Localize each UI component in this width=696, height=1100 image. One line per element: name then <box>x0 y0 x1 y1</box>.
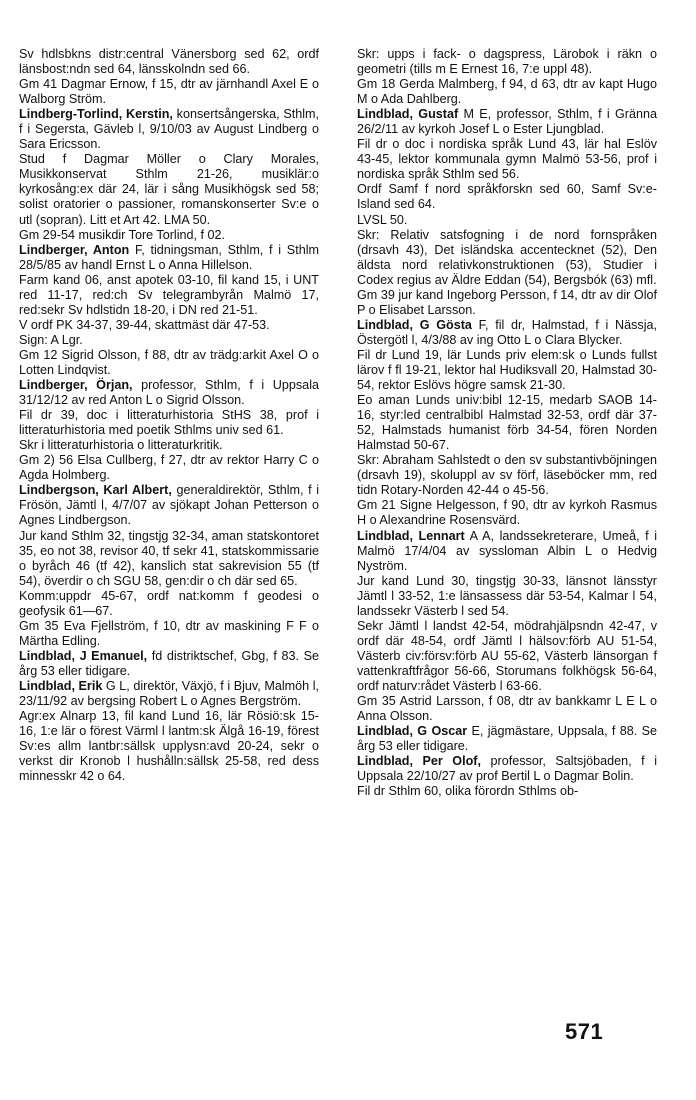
entry-gm21 <box>357 498 657 528</box>
entry-text: Sv hdlsbkns distr:central Vänersborg sed 62, ordf länsbost:ndn sed 64, länsskolndn sed 66. <box>19 47 319 77</box>
entry-heading: Lindblad, G Gösta <box>357 317 472 332</box>
entry-heading: Lindberg-Torlind, Kerstin, <box>19 107 173 122</box>
entry-gm41 <box>19 77 319 107</box>
entry-text: M E, professor, Sthlm, f i Gränna 26/2/11 av kyrkoh Josef L o Ester Ljungblad. <box>357 107 657 137</box>
entry-text: konsertsångerska, Sthlm, f i Segersta, Gävleb l, 9/10/03 av August Lindberg o Sara Ericsson. <box>19 107 320 152</box>
entry-text: Gm 2) 56 Elsa Cullberg, f 27, dtr av rektor Harry C o Agda Holmberg. <box>19 453 319 483</box>
entry-text: Komm:uppdr 45-67, ordf nat:komm f geodesi o geofysik 61—67. <box>19 588 319 618</box>
entry-farm-kand <box>19 273 319 318</box>
entry-lindberg-torlind <box>19 107 319 152</box>
entry-sign <box>19 333 319 348</box>
entry-text: Sekr Jämtl l landst 42-54, mödrahjälpsndn 42-47, v ordf där 48-54, ordf Jämtl l hälsov:förb AU 51-54, Västerb civ:försv:förb AU 55-62, Västerb länsorgan f vattenkraftfrågor 56-66, Storumans folkhögsk 56-64, ordf naturv:rådet Västerb l 63-66. <box>357 618 657 693</box>
entry-text: generaldirektör, Sthlm, f i Frösön, Jämtl l, 4/7/07 av sjökapt Johan Petterson o Agnes Lindbergson. <box>19 483 320 528</box>
entry-text: A A, landssekreterare, Umeå, f i Malmö 17/4/04 av syssloman Albin L o Hedvig Nyström. <box>357 528 657 573</box>
entry-text: Gm 12 Sigrid Olsson, f 88, dtr av trädg:arkit Axel O o Lotten Lindqvist. <box>19 347 319 377</box>
entry-jur-kand-32 <box>19 529 319 589</box>
entry-text: Sign: A Lgr. <box>19 332 83 347</box>
entry-lindberger-orjan <box>19 378 319 408</box>
entry-text: F, fil dr, Halmstad, f i Nässja, Östergötl l, 4/3/88 av ing Otto L o Clara Blycker. <box>357 317 657 347</box>
entry-gm39 <box>357 288 657 318</box>
entry-sv-hdlsbkns <box>19 47 319 77</box>
entry-lindblad-erik <box>19 679 319 709</box>
entry-text: Agr:ex Alnarp 13, fil kand Lund 16, lär Rösiö:sk 15-16, 1:e lär o förest Värml l lantm:sk Älgå 16-19, förest Sv:es allm lantbr:sällsk upplysn:avd 20-24, sekr o verkst dir Kronob l hushålln:sällsk 25-58, red dess minnesskr 42 o 64. <box>19 709 319 784</box>
entry-text: Fil dr Lund 19, lär Lunds priv elem:sk o Lunds fullst lärov f fl 19-21, lektor hal Hudiksvall 20, Halmstad 30-54, rektor Eslövs högre samsk 21-30. <box>357 347 657 393</box>
entry-lindblad-j <box>19 649 319 679</box>
entry-heading: Lindberger, Anton <box>19 242 130 257</box>
entry-agr-ex <box>19 709 319 784</box>
entry-text: E, jägmästare, Uppsala, f 88. Se årg 53 eller tidigare. <box>357 724 657 754</box>
entry-text: Gm 21 Signe Helgesson, f 90, dtr av kyrkoh Rasmus H o Alexandrine Rosensvärd. <box>357 498 657 528</box>
entry-text: Jur kand Lund 30, tingstjg 30-33, länsnot länsstyr Jämtl l 33-52, 1:e länsassess där 53-54, Kalmar l 54, landssekr Västerb l sed 54. <box>357 573 657 618</box>
entry-heading: Lindblad, Per Olof, <box>357 754 481 769</box>
entry-text: Farm kand 06, anst apotek 03-10, fil kand 15, i UNT red 11-17, red:ch Sv telegrambyrån Malmö 17, red:sekr Sv hdlstidn 18-20, i DN red 21-51. <box>19 272 319 317</box>
entry-eo-aman <box>357 393 657 453</box>
entry-gm29 <box>19 228 319 243</box>
entry-text: Jur kand Sthlm 32, tingstjg 32-34, aman statskontoret 35, eo not 38, revisor 40, tf sekr 41, statskommissarie o byråch 46 (tf 42), kanslich stat sakrevision 55 (tf 54), överdir o ch SGU 58, gen:dir o ch där sed 65. <box>19 528 319 588</box>
entry-v-ordf <box>19 318 319 333</box>
entry-heading: Lindberger, Örjan, <box>19 378 133 393</box>
entry-skr-litt <box>19 438 319 453</box>
entry-jur-kand-lund <box>357 574 657 619</box>
entry-heading: Lindbergson, Karl Albert, <box>19 483 172 498</box>
entry-lindblad-lennart <box>357 529 657 574</box>
entry-text: Gm 35 Astrid Larsson, f 08, dtr av bankkamr L E L o Anna Olsson. <box>357 694 657 724</box>
entry-lvsl <box>357 213 657 228</box>
page-number: 571 <box>565 1019 604 1044</box>
entry-fil-dr-doc <box>357 137 657 182</box>
entry-lindberger-anton <box>19 243 319 273</box>
entry-text: Skr: Relativ satsfogning i de nord fornspråken (drsavh 43), Det isländska accentecknet (52), Den äldsta nord relativkonstruktionen (53), Studier i Codex regius av Äldre Eddan (54), Bergsbók (63) mfl. <box>357 227 657 287</box>
entry-heading: Lindblad, J Emanuel, <box>19 648 148 663</box>
entry-text: Stud f Dagmar Möller o Clary Morales, Musikkonservat Sthlm 21-26, musiklär:o kyrkosång:ex där 24, lär i sång Musikhögsk sed 58; solist oratorier o passioner, romanskonserter Sv:e o utl (sopran). Litt et Art 42. LMA 50. <box>19 152 319 227</box>
entry-gm18 <box>357 77 657 107</box>
entry-gm12 <box>19 348 319 378</box>
entry-text: Gm 39 jur kand Ingeborg Persson, f 14, dtr av dir Olof P o Elisabet Larsson. <box>357 287 657 317</box>
entry-text: G L, direktör, Växjö, f i Bjuv, Malmöh l, 23/11/92 av bergsing Robert L o Agnes Bergström. <box>19 678 319 709</box>
entry-sekr-jamtl <box>357 619 657 694</box>
entry-text: Skr: Abraham Sahlstedt o den sv substantivböjningen (drsavh 19), skoluppl av sv förf, läseböcker mm, red tidn Rotary-Norden 42-44 o 45-56. <box>357 453 657 498</box>
entry-lindblad-per <box>357 754 657 784</box>
entry-text: Gm 41 Dagmar Ernow, f 15, dtr av järnhandl Axel E o Walborg Ström. <box>19 77 319 107</box>
entry-heading: Lindblad, G Oscar <box>357 724 468 739</box>
entry-gm2-56 <box>19 453 319 483</box>
entry-skr-abraham <box>357 453 657 498</box>
entry-skr-upps <box>357 47 657 77</box>
entry-text: professor, Saltsjöbaden, f i Uppsala 22/10/27 av prof Bertil L o Dagmar Bolin. <box>357 754 657 784</box>
entry-fil-dr-lund <box>357 348 657 393</box>
entry-fil-dr-sthlm <box>357 784 657 799</box>
entry-text: Fil dr Sthlm 60, olika förordn Sthlms ob- <box>357 784 579 799</box>
entry-gm35 <box>19 619 319 649</box>
entry-text: Gm 29-54 musikdir Tore Torlind, f 02. <box>19 227 226 242</box>
entry-text: Eo aman Lunds univ:bibl 12-15, medarb SAOB 14-16, styr:led centralbibl Halmstad 32-53, ordf där 37-52, Halmstads humanist förb 34-54, fören Norden Halmstad 50-67. <box>357 393 657 453</box>
entry-skr-relativ <box>357 228 657 288</box>
entry-text: Skr: upps i fack- o dagspress, Lärobok i räkn o geometri (tills m E Ernest 16, 7:e uppl 48). <box>357 47 657 77</box>
entry-komm-uppdr <box>19 589 319 619</box>
entry-text: Fil dr o doc i nordiska språk Lund 43, lär hal Eslöv 43-45, lektor kommunala gymn Malmö 53-56, prof i nordiska språk Sthlm sed 56. <box>357 137 657 182</box>
entry-lindblad-oscar <box>357 724 657 754</box>
entry-text: V ordf PK 34-37, 39-44, skattmäst där 47-53. <box>19 317 270 332</box>
entry-heading: Lindblad, Gustaf <box>357 107 459 122</box>
entry-stud <box>19 152 319 227</box>
entry-text: fd distriktschef, Gbg, f 83. Se årg 53 eller tidigare. <box>19 648 319 678</box>
entry-fil-dr-39 <box>19 408 319 438</box>
left-column <box>19 47 319 784</box>
entry-lindblad-gosta <box>357 318 657 348</box>
entry-heading: Lindblad, Erik <box>19 678 103 693</box>
entry-text: F, tidningsman, Sthlm, f i Sthlm 28/5/85 av handl Ernst L o Anna Hillelson. <box>19 242 319 272</box>
entry-text: Skr i litteraturhistoria o litteraturkritik. <box>19 438 223 453</box>
right-column <box>357 47 657 799</box>
entry-text: Gm 35 Eva Fjellström, f 10, dtr av maskining F F o Märtha Edling. <box>19 618 319 648</box>
entry-lindbergson <box>19 483 319 528</box>
entry-gm35-astrid <box>357 694 657 724</box>
entry-text: Ordf Samf f nord språkforskn sed 60, Samf Sv:e-Island sed 64. <box>357 182 657 212</box>
entry-text: Gm 18 Gerda Malmberg, f 94, d 63, dtr av kapt Hugo M o Ada Dahlberg. <box>357 77 657 107</box>
entry-heading: Lindblad, Lennart <box>357 528 465 543</box>
entry-text: Fil dr 39, doc i litteraturhistoria StHS 38, prof i litteraturhistoria med poetik Sthlms univ sed 61. <box>19 408 319 438</box>
entry-text: professor, Sthlm, f i Uppsala 31/12/12 av red Anton L o Sigrid Olsson. <box>19 378 319 408</box>
entry-lindblad-gustaf <box>357 107 657 137</box>
entry-ordf-samf <box>357 182 657 212</box>
entry-text: LVSL 50. <box>357 212 408 227</box>
